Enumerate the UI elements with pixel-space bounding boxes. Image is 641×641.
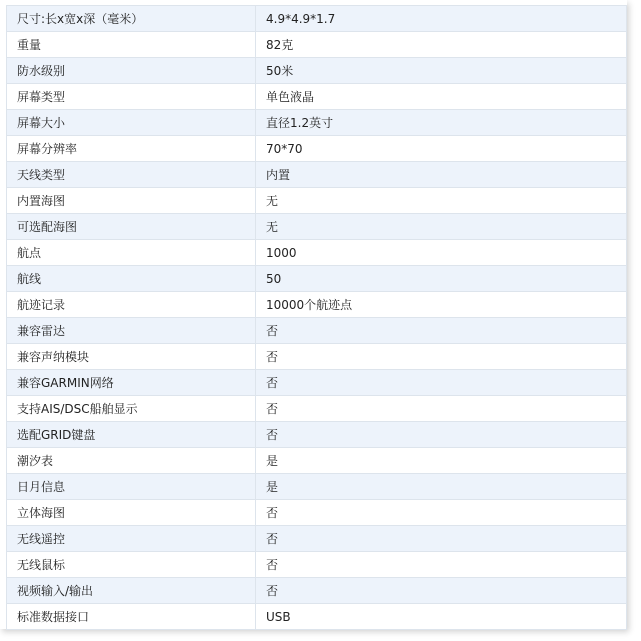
table-row	[7, 396, 627, 422]
table-row	[7, 422, 627, 448]
spec-label: 航线	[7, 266, 256, 292]
spec-label: 重量	[7, 32, 256, 58]
spec-label: 立体海图	[7, 500, 256, 526]
spec-value: 4.9*4.9*1.7	[256, 6, 627, 32]
spec-label: 无线遥控	[7, 526, 256, 552]
spec-label: 航迹记录	[7, 292, 256, 318]
spec-table-body	[7, 6, 627, 630]
table-row	[7, 318, 627, 344]
table-row	[7, 6, 627, 32]
spec-table	[6, 5, 627, 630]
spec-label: 视频输入/输出	[7, 578, 256, 604]
spec-value: 是	[256, 474, 627, 500]
spec-label: 航点	[7, 240, 256, 266]
spec-value: 否	[256, 370, 627, 396]
spec-value: 否	[256, 500, 627, 526]
table-row	[7, 84, 627, 110]
spec-value: 否	[256, 552, 627, 578]
spec-label: 屏幕类型	[7, 84, 256, 110]
spec-value: 单色液晶	[256, 84, 627, 110]
spec-value: USB	[256, 604, 627, 630]
spec-value: 否	[256, 526, 627, 552]
spec-label: 防水级别	[7, 58, 256, 84]
table-row	[7, 474, 627, 500]
spec-label: 选配GRID键盘	[7, 422, 256, 448]
spec-label: 可选配海图	[7, 214, 256, 240]
table-row	[7, 162, 627, 188]
spec-label: 内置海图	[7, 188, 256, 214]
table-row	[7, 32, 627, 58]
table-row	[7, 136, 627, 162]
spec-value: 否	[256, 578, 627, 604]
table-row	[7, 240, 627, 266]
spec-label: 无线鼠标	[7, 552, 256, 578]
spec-label: 天线类型	[7, 162, 256, 188]
table-row	[7, 214, 627, 240]
table-row	[7, 370, 627, 396]
table-row	[7, 500, 627, 526]
table-row	[7, 552, 627, 578]
table-row	[7, 110, 627, 136]
table-row	[7, 604, 627, 630]
spec-label: 尺寸:长x宽x深（毫米）	[7, 6, 256, 32]
spec-value: 无	[256, 214, 627, 240]
spec-value: 70*70	[256, 136, 627, 162]
spec-label: 屏幕大小	[7, 110, 256, 136]
spec-value: 直径1.2英寸	[256, 110, 627, 136]
spec-value: 内置	[256, 162, 627, 188]
spec-value: 否	[256, 422, 627, 448]
spec-label: 兼容雷达	[7, 318, 256, 344]
table-row	[7, 58, 627, 84]
spec-value: 82克	[256, 32, 627, 58]
spec-value: 否	[256, 318, 627, 344]
spec-label: 潮汐表	[7, 448, 256, 474]
table-row	[7, 266, 627, 292]
spec-value: 1000	[256, 240, 627, 266]
table-row	[7, 344, 627, 370]
spec-value: 否	[256, 344, 627, 370]
spec-value: 否	[256, 396, 627, 422]
table-row	[7, 292, 627, 318]
spec-label: 兼容GARMIN网络	[7, 370, 256, 396]
table-row	[7, 448, 627, 474]
spec-value: 10000个航迹点	[256, 292, 627, 318]
table-row	[7, 188, 627, 214]
spec-label: 日月信息	[7, 474, 256, 500]
spec-value: 是	[256, 448, 627, 474]
spec-label: 屏幕分辨率	[7, 136, 256, 162]
table-row	[7, 578, 627, 604]
spec-value: 50	[256, 266, 627, 292]
spec-label: 支持AIS/DSC船舶显示	[7, 396, 256, 422]
table-row	[7, 526, 627, 552]
spec-label: 标准数据接口	[7, 604, 256, 630]
spec-label: 兼容声纳模块	[7, 344, 256, 370]
spec-value: 50米	[256, 58, 627, 84]
spec-value: 无	[256, 188, 627, 214]
